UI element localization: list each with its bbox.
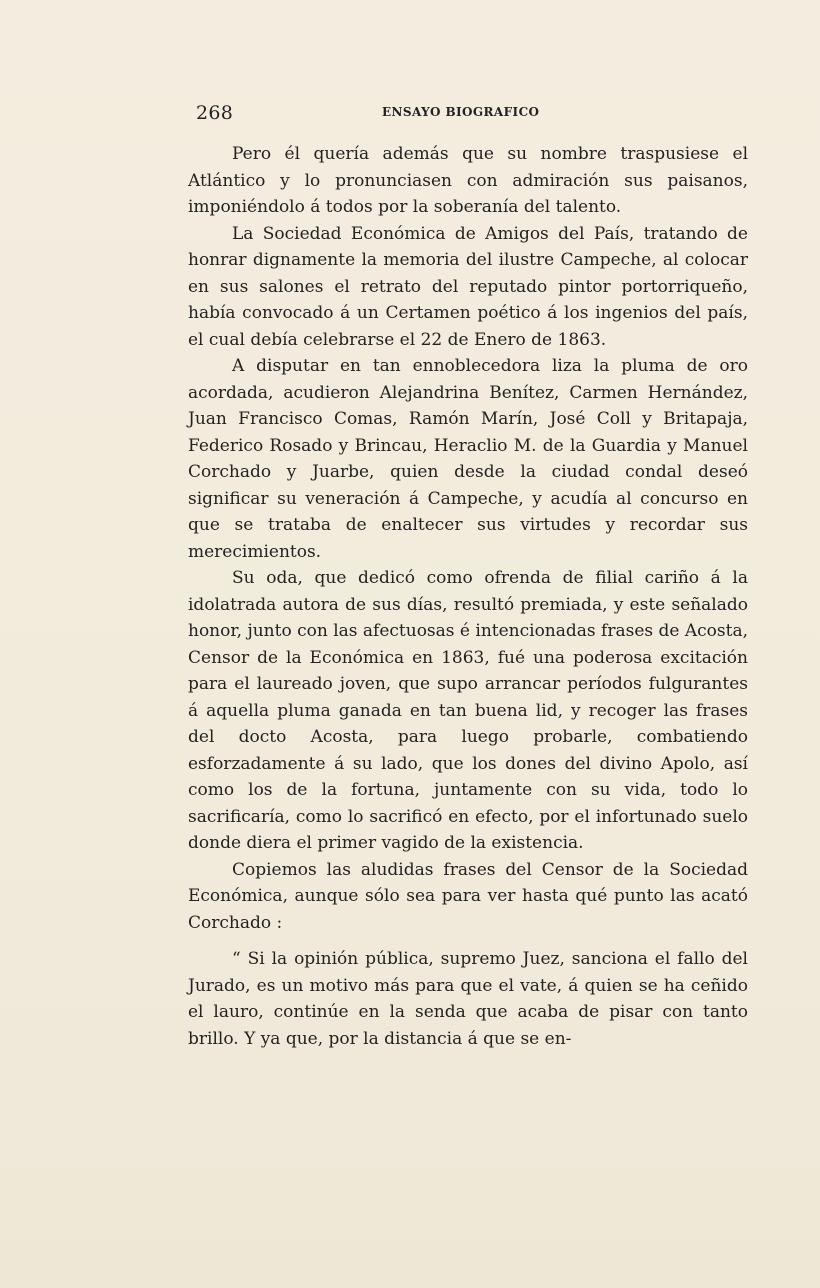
paragraph: Pero él quería además que su nombre traspusiese el Atlántico y lo pronunciasen con admiración sus paisanos, imponiéndolo á todos por la soberanía del talento.: [188, 144, 748, 217]
paragraph: La Sociedad Económica de Amigos del País, tratando de honrar dignamente la memoria del ilustre Campeche, al colocar en sus salones el retrato del reputado pintor portorriqueño, había convocado á un Certamen poético á los ingenios del país, el cual debía celebrarse el 22 de Enero de 1863.: [188, 223, 748, 350]
page-number: 268: [196, 102, 234, 124]
page-header: [196, 100, 741, 128]
paragraph: Su oda, que dedicó como ofrenda de filial cariño á la idolatrada autora de sus días, resultó premiada, y este señalado honor, junto con las afectuosas é intencionadas frases de Acosta, Censor de la Económica en 1863, fué una poderosa excitación para el laureado joven, que supo arrancar períodos fulgurantes á aquella pluma ganada en tan buena lid, y recoger las frases del docto Acosta, para luego probarle, combatiendo esforzadamente á su lado, que los dones del divino Apolo, así como los de la fortuna, juntamente con su vida, todo lo sacrificaría, como lo sacrificó en efecto, por el infortunado suelo donde diera el primer vagido de la existencia.: [188, 568, 748, 853]
paragraph: A disputar en tan ennoblecedora liza la pluma de oro acordada, acudieron Alejandrina Benítez, Carmen Hernández, Juan Francisco Comas, Ramón Marín, José Coll y Britapaja, Federico Rosado y Brincau, Heraclio M. de la Guardia y Manuel Corchado y Juarbe, quien desde la ciudad condal deseó significar su veneración á Campeche, y acudía al concurso en que se trataba de enaltecer sus virtudes y recordar sus merecimientos.: [188, 356, 748, 562]
body-text: [188, 141, 748, 1052]
running-head: ENSAYO BIOGRAFICO: [382, 105, 540, 119]
quotation-paragraph: “ Si la opinión pública, supremo Juez, sanciona el fallo del Jurado, es un motivo más para que el vate, á quien se ha ceñido el lauro, continúe en la senda que acaba de pisar con tanto brillo. Y ya que, por la distancia á que se en-: [188, 949, 748, 1049]
paragraph: Copiemos las aludidas frases del Censor de la Sociedad Económica, aunque sólo sea para ver hasta qué punto las acató Corchado :: [188, 859, 748, 933]
